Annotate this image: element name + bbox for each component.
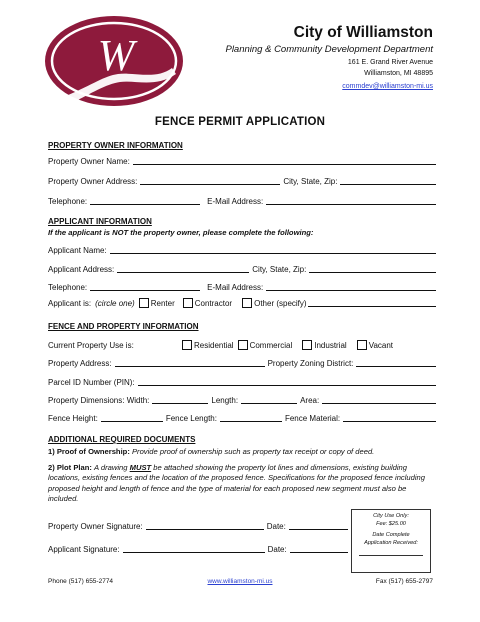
- city-use-only-label: City Use Only:: [373, 513, 409, 519]
- email-link[interactable]: commdev@williamston-mi.us: [342, 83, 433, 90]
- plot-plan-must: MUST: [129, 463, 152, 472]
- area-field[interactable]: [322, 395, 436, 404]
- owner-address-row: [48, 175, 436, 186]
- property-address-label: Property Address:: [48, 359, 112, 368]
- applicant-city-field[interactable]: [309, 264, 436, 273]
- owner-email-field[interactable]: [266, 196, 436, 205]
- owner-phone-row: [48, 195, 436, 206]
- department-name: Planning & Community Development Department: [225, 44, 433, 55]
- fence-length-field[interactable]: [220, 413, 282, 422]
- applicant-phone-label: Telephone:: [48, 283, 88, 292]
- application-received-label: Application Received:: [364, 539, 418, 546]
- owner-name-row: [48, 155, 436, 166]
- received-date-line: [359, 551, 423, 556]
- footer-website-link[interactable]: www.williamston-mi.us: [207, 578, 273, 585]
- owner-section-heading: PROPERTY OWNER INFORMATION: [48, 141, 183, 150]
- owner-date-field[interactable]: [289, 521, 348, 530]
- property-address-row: [48, 357, 436, 368]
- plot-plan-label: 2) Plot Plan:: [48, 463, 92, 472]
- width-label: Property Dimensions: Width:: [48, 396, 150, 405]
- owner-phone-field[interactable]: [90, 196, 200, 205]
- other-specify-field[interactable]: [308, 298, 436, 307]
- industrial-checkbox[interactable]: [302, 340, 312, 350]
- owner-name-label: Property Owner Name:: [48, 157, 130, 166]
- applicant-phone-row: [48, 281, 436, 292]
- owner-signature-field[interactable]: [146, 521, 264, 530]
- applicant-email-label: E-Mail Address:: [207, 283, 264, 292]
- zoning-district-field[interactable]: [356, 358, 436, 367]
- length-label: Length:: [211, 396, 239, 405]
- applicant-name-row: [48, 244, 436, 255]
- property-address-field[interactable]: [115, 358, 265, 367]
- commercial-checkbox[interactable]: [238, 340, 248, 350]
- footer-phone: Phone (517) 655-2774: [48, 578, 114, 585]
- owner-email-label: E-Mail Address:: [207, 197, 264, 206]
- applicant-address-field[interactable]: [117, 264, 249, 273]
- fence-spec-row: [48, 412, 436, 423]
- renter-label: Renter: [150, 299, 175, 308]
- footer-fax: Fax (517) 655-2797: [375, 578, 433, 585]
- property-use-label: Current Property Use is:: [48, 341, 134, 350]
- width-field[interactable]: [152, 395, 208, 404]
- plot-plan-text: be attached showing the property lot lines and dimensions, existing building locations, existing fences and the location of the proposed fence. Specifications for the proposed fence including proposed height and length of fence and the type of material for each proposed new segment must also be included.: [48, 463, 425, 503]
- residential-label: Residential: [194, 341, 234, 350]
- commercial-label: Commercial: [249, 341, 293, 350]
- applicant-type-row: [48, 297, 436, 308]
- plot-plan-pre: A drawing: [94, 463, 128, 472]
- proof-of-ownership-label: 1) Proof of Ownership:: [48, 447, 130, 456]
- property-use-row: [48, 339, 436, 350]
- applicant-is-label: Applicant is:: [48, 299, 92, 308]
- parcel-row: [48, 376, 436, 387]
- applicant-name-label: Applicant Name:: [48, 246, 107, 255]
- zoning-district-label: Property Zoning District:: [267, 359, 354, 368]
- contractor-label: Contractor: [194, 299, 233, 308]
- form-title: FENCE PERMIT APPLICATION: [154, 116, 326, 128]
- proof-of-ownership-item: [48, 447, 434, 457]
- parcel-id-label: Parcel ID Number (PIN):: [48, 378, 135, 387]
- applicant-date-field[interactable]: [290, 544, 348, 553]
- fee-label: Fee: $25.00: [376, 520, 406, 527]
- proof-of-ownership-text: Provide proof of ownership such as property tax receipt or copy of deed.: [131, 447, 375, 456]
- owner-city-field[interactable]: [340, 176, 436, 185]
- owner-date-label: Date:: [266, 522, 286, 531]
- owner-signature-label: Property Owner Signature:: [48, 522, 143, 531]
- applicant-address-label: Applicant Address:: [48, 265, 115, 274]
- applicant-city-label: City, State, Zip:: [252, 265, 307, 274]
- parcel-id-field[interactable]: [138, 377, 436, 386]
- fence-height-field[interactable]: [101, 413, 163, 422]
- applicant-section-heading: APPLICANT INFORMATION: [48, 217, 152, 226]
- length-field[interactable]: [241, 395, 297, 404]
- owner-phone-label: Telephone:: [48, 197, 88, 206]
- address-line-2: Williamston, MI 48895: [364, 70, 433, 77]
- applicant-address-row: [48, 263, 436, 274]
- owner-signature-row: [48, 520, 348, 531]
- plot-plan-item: [48, 463, 434, 504]
- vacant-checkbox[interactable]: [357, 340, 367, 350]
- circle-one-hint: (circle one): [95, 299, 135, 308]
- applicant-email-field[interactable]: [266, 282, 436, 291]
- industrial-label: Industrial: [314, 341, 347, 350]
- svg-text:W: W: [97, 31, 135, 80]
- address-line-1: 161 E. Grand River Avenue: [347, 59, 433, 66]
- fence-material-field[interactable]: [343, 413, 436, 422]
- date-complete-label: Date Complete: [372, 532, 410, 538]
- renter-checkbox[interactable]: [139, 298, 149, 308]
- dimensions-row: [48, 394, 436, 405]
- city-use-only-box: [351, 509, 431, 573]
- applicant-signature-row: [48, 543, 348, 554]
- fence-height-label: Fence Height:: [48, 414, 98, 423]
- fence-material-label: Fence Material:: [284, 414, 341, 423]
- williamston-w-logo-icon: [44, 14, 190, 108]
- other-label: Other (specify): [254, 299, 307, 308]
- contractor-checkbox[interactable]: [183, 298, 193, 308]
- applicant-phone-field[interactable]: [90, 282, 200, 291]
- fence-length-label: Fence Length:: [165, 414, 217, 423]
- documents-section-heading: ADDITIONAL REQUIRED DOCUMENTS: [48, 435, 196, 444]
- applicant-name-field[interactable]: [110, 245, 436, 254]
- applicant-date-label: Date:: [267, 545, 287, 554]
- applicant-signature-label: Applicant Signature:: [48, 545, 120, 554]
- residential-checkbox[interactable]: [182, 340, 192, 350]
- other-checkbox[interactable]: [242, 298, 252, 308]
- owner-name-field[interactable]: [133, 156, 436, 165]
- fence-section-heading: FENCE AND PROPERTY INFORMATION: [48, 322, 199, 331]
- applicant-note: If the applicant is NOT the property owner, please complete the following:: [48, 228, 314, 237]
- area-label: Area:: [300, 396, 320, 405]
- vacant-label: Vacant: [368, 341, 394, 350]
- owner-city-label: City, State, Zip:: [283, 177, 338, 186]
- org-name: City of Williamston: [293, 24, 433, 41]
- applicant-signature-field[interactable]: [123, 544, 265, 553]
- owner-address-field[interactable]: [140, 176, 280, 185]
- owner-address-label: Property Owner Address:: [48, 177, 138, 186]
